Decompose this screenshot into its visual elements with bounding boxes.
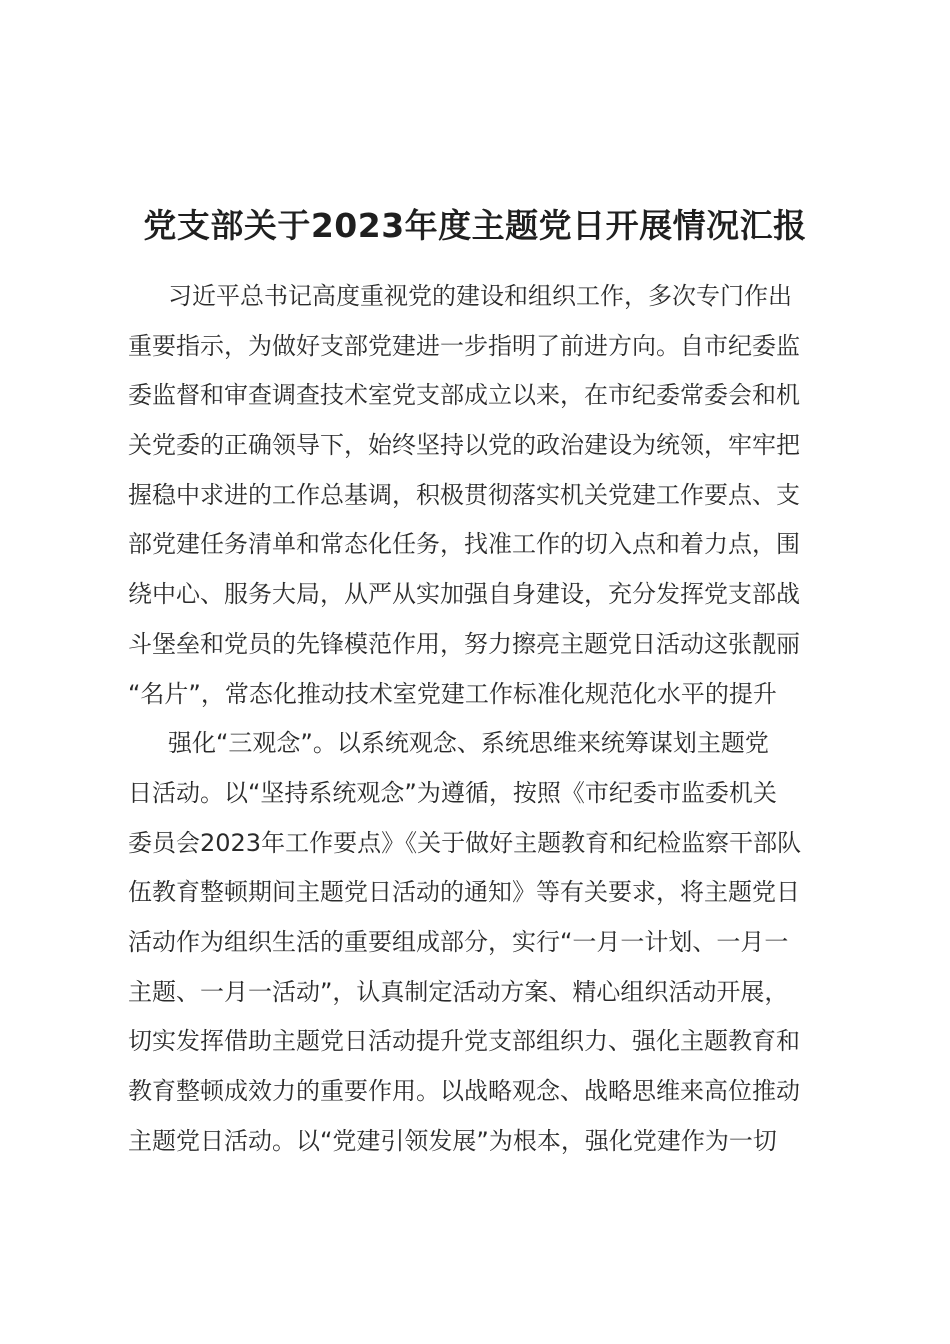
body-text-line: 重要指示，为做好支部党建进一步指明了前进方向。自市纪委监 [128, 331, 800, 360]
document-title: 党支部关于2023年度主题党日开展情况汇报 [143, 206, 807, 245]
body-text-line: 关党委的正确领导下，始终坚持以党的政治建设为统领，牢牢把 [128, 431, 800, 460]
body-text-line: “名片”，常态化推动技术室党建工作标准化规范化水平的提升 [128, 679, 777, 708]
body-text-line: 主题、一月一活动”，认真制定活动方案、精心组织活动开展， [128, 977, 789, 1006]
body-text-line: 委监督和审查调查技术室党支部成立以来，在市纪委常委会和机 [128, 381, 800, 410]
body-text-line: 强化“三观念”。以系统观念、系统思维来统筹谋划主题党 [168, 729, 769, 758]
body-text-line: 日活动。以“坚持系统观念”为遵循，按照《市纪委市监委机关 [128, 778, 777, 807]
body-text-line: 习近平总书记高度重视党的建设和组织工作，多次专门作出 [168, 282, 792, 310]
body-text-line: 切实发挥借助主题党日活动提升党支部组织力、强化主题教育和 [128, 1027, 800, 1056]
body-text-line: 斗堡垒和党员的先锋模范作用，努力擦亮主题党日活动这张靓丽 [128, 629, 800, 658]
body-text-line: 主题党日活动。以“党建引领发展”为根本，强化党建作为一切 [128, 1126, 777, 1155]
body-text-line: 委员会2023年工作要点》《关于做好主题教育和纪检监察干部队 [128, 828, 802, 857]
body-text-line: 伍教育整顿期间主题党日活动的通知》等有关要求，将主题党日 [128, 878, 800, 907]
body-text-line: 绕中心、服务大局，从严从实加强自身建设，充分发挥党支部战 [128, 580, 800, 609]
body-text-line: 教育整顿成效力的重要作用。以战略观念、战略思维来高位推动 [128, 1077, 800, 1105]
document-body [128, 272, 888, 1166]
body-text-line: 部党建任务清单和常态化任务，找准工作的切入点和着力点，围 [128, 530, 800, 559]
body-text-line: 活动作为组织生活的重要组成部分，实行“一月一计划、一月一 [128, 927, 789, 956]
body-text-line: 握稳中求进的工作总基调，积极贯彻落实机关党建工作要点、支 [128, 480, 800, 509]
